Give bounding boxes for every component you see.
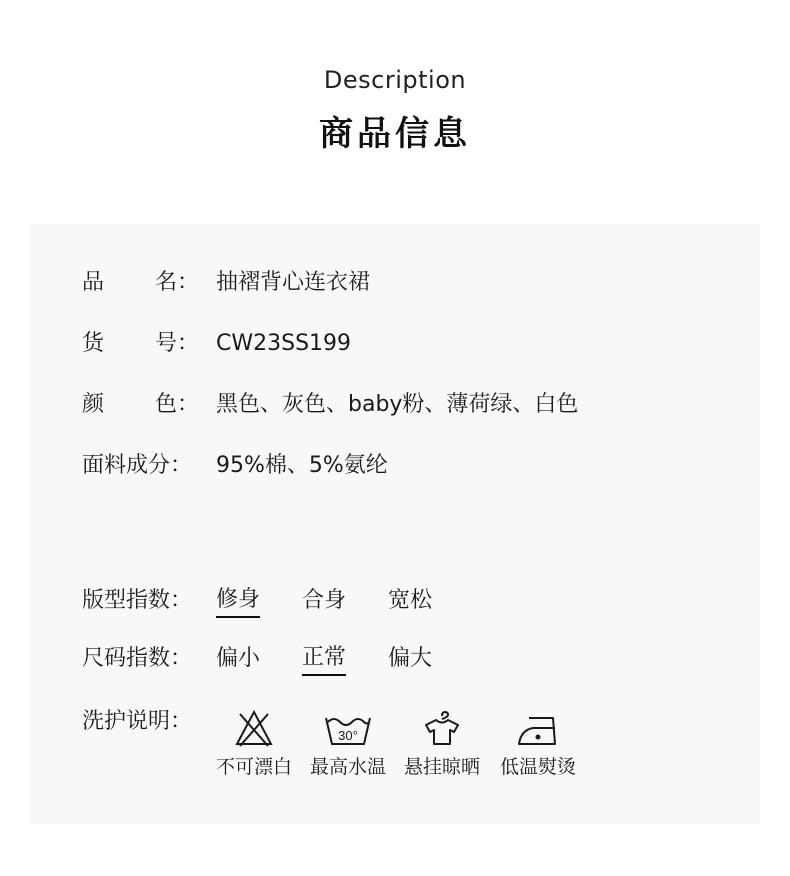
product-fabric-value: 95%棉、5%氨纶: [216, 453, 388, 478]
wash-temp-text: 30°: [338, 728, 358, 743]
product-name-label: [82, 268, 200, 298]
product-fabric-label: 面料成分：: [82, 453, 193, 478]
care-item-low-iron: [493, 708, 583, 779]
no-bleach-icon: [234, 708, 274, 748]
care-label-low-iron: 低温熨烫: [499, 756, 576, 778]
fit-option-regular: 合身: [302, 588, 347, 613]
size-option-normal: 正常: [302, 644, 346, 676]
hang-dry-icon: [422, 708, 462, 748]
wash-30-icon: [324, 708, 372, 748]
label-char-2: 名：: [155, 270, 200, 295]
product-color-label: [82, 390, 200, 420]
size-option-small: 偏小: [216, 646, 261, 671]
description-title-en: Description: [323, 66, 467, 94]
fit-option-loose: 宽松: [388, 588, 433, 613]
label-char-1: 颜: [82, 392, 105, 417]
product-info-panel: [30, 224, 760, 824]
care-label-hang-dry: 悬挂晾晒: [403, 756, 480, 778]
product-sku-label: [82, 329, 200, 359]
label-char-1: 品: [82, 270, 105, 295]
label-char-2: 号：: [155, 331, 200, 356]
fit-option-slim: 修身: [216, 586, 260, 618]
care-item-wash-30: [303, 708, 393, 779]
description-title-cn: 商品信息: [319, 114, 471, 154]
fit-index-label: 版型指数：: [82, 588, 193, 613]
product-color-value: 黑色、灰色、baby粉、薄荷绿、白色: [216, 392, 579, 417]
care-item-no-bleach: [209, 708, 299, 779]
size-index-label: 尺码指数：: [82, 646, 193, 671]
product-sku-value: CW23SS199: [216, 331, 352, 356]
care-label-no-bleach: 不可漂白: [215, 756, 292, 778]
size-option-large: 偏大: [388, 646, 433, 671]
care-label-wash-temp: 最高水温: [309, 756, 386, 778]
care-item-hang-dry: [397, 708, 487, 779]
care-instructions-label: 洗护说明：: [82, 709, 193, 734]
product-name-value: 抽褶背心连衣裙: [216, 270, 371, 295]
label-char-2: 色：: [155, 392, 200, 417]
label-char-1: 货: [82, 331, 105, 356]
low-iron-icon: [515, 708, 561, 748]
